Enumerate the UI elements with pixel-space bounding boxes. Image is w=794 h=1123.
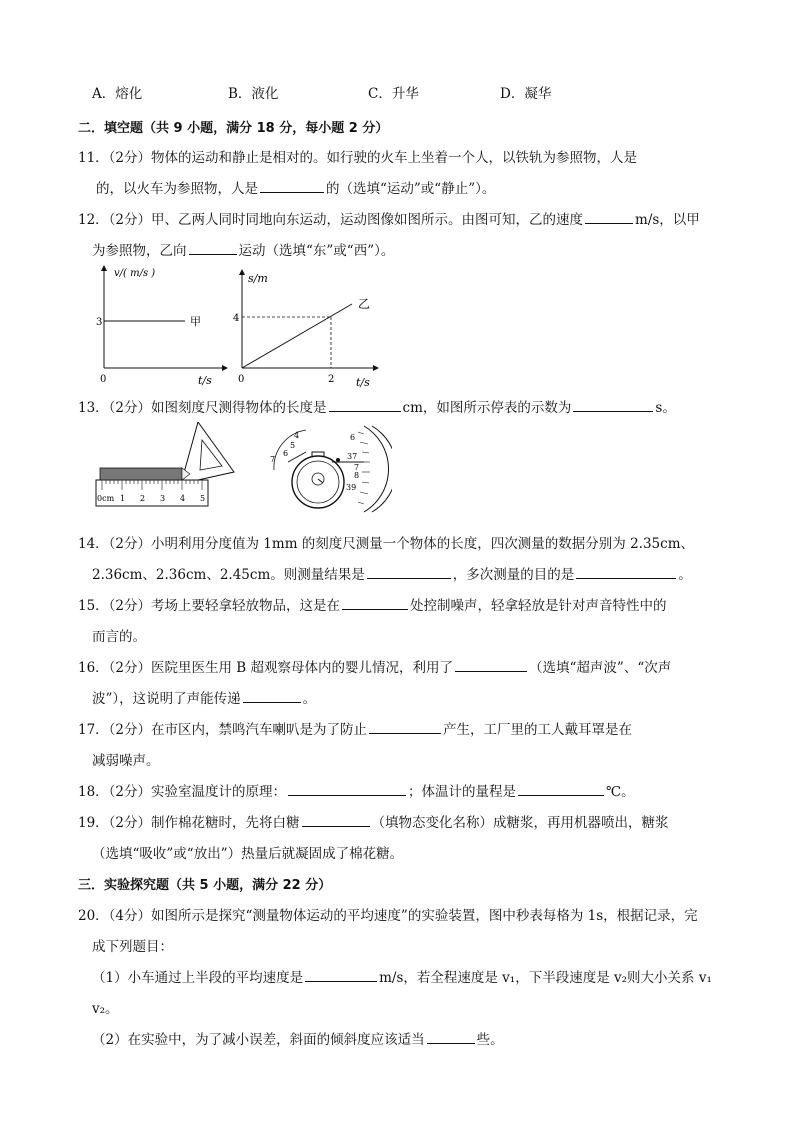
question-17-line2: 减弱噪声。 (92, 753, 160, 769)
question-11-line1: 11．（2分）物体的运动和静止是相对的。如行驶的火车上坐着一个人，以铁轨为参照物，人是 (78, 150, 638, 166)
graph2-xlabel: t/s (356, 376, 370, 389)
question-12-line2 (92, 239, 394, 259)
q12-text-b: 为参照物，乙向 (92, 243, 187, 259)
set-square-triangle (182, 422, 234, 480)
q15-text-a: 15．（2分）考场上要轻拿轻放物品，这是在 (78, 598, 341, 614)
q18-text-b: ；体温计的量程是 (408, 784, 517, 800)
question-15-line1 (78, 594, 667, 614)
graph1-xlabel: t/s (198, 374, 212, 387)
question-17-line1 (78, 718, 632, 738)
big-dial-arc-outer (372, 426, 392, 512)
graph1-origin: 0 (100, 374, 107, 385)
graph2-series-line (242, 304, 352, 368)
q18-text-a: 18．（2分）实验室温度计的原理： (78, 784, 287, 800)
question-20-line2: 成下列题目： (92, 939, 173, 955)
q20-p2-text-a: （2）在实验中，为了减小误差，斜面的倾斜度应该适当 (92, 1032, 425, 1048)
q16-text-a: 16．（2分）医院里医生用 B 超观察母体内的婴儿情况，利用了 (78, 660, 454, 676)
q20-blank-2[interactable] (427, 1029, 475, 1044)
q19-text-b: （填物态变化名称）成糖浆，再用机器喷出，糖浆 (371, 815, 669, 831)
ruler-and-stopwatch-figure (92, 422, 392, 517)
q12-text-a2: m/s，以甲 (635, 212, 700, 228)
ruler-label-5: 5 (200, 494, 206, 503)
ruler-label-0: 0cm (97, 494, 115, 503)
q18-blank-2[interactable] (518, 781, 604, 796)
q11-text-c: 的（选填“运动”或“静止”）。 (326, 181, 496, 197)
q20-p2-text-b: 些。 (476, 1032, 504, 1048)
small-dial-5: 5 (290, 441, 296, 450)
option-d: D．凝华 (500, 86, 552, 102)
q19-blank-1[interactable] (302, 812, 370, 827)
q20-blank-1[interactable] (305, 967, 377, 982)
graph1-series-label: 甲 (190, 315, 201, 328)
q14-text-c: ，多次测量的目的是 (452, 567, 575, 583)
big-dial-7: 7 (354, 463, 360, 472)
q17-text-a: 17．（2分）在市区内，禁鸣汽车喇叭是为了防止 (78, 722, 368, 738)
q16-blank-2[interactable] (243, 688, 301, 703)
option-b: B．液化 (228, 86, 279, 102)
big-dial-ticks (358, 432, 370, 504)
ruler-label-1: 1 (120, 494, 126, 503)
small-dial-7: 7 (270, 455, 276, 464)
measured-object (100, 468, 182, 480)
q15-text-b: 处控制噪声，轻拿轻放是针对声音特性中的 (410, 598, 667, 614)
big-dial-8: 8 (354, 471, 360, 480)
stopwatch-body (292, 456, 344, 508)
q17-text-b: 产生，工厂里的工人戴耳罩是在 (443, 722, 633, 738)
q17-blank-1[interactable] (369, 719, 441, 734)
big-dial-37: 37 (347, 452, 358, 461)
q18-text-c: ℃。 (606, 784, 635, 800)
q16-text-d: 。 (302, 691, 317, 707)
q13-text-a: 13．（2分）如图刻度尺测得物体的长度是 (78, 400, 327, 416)
question-19-line1 (78, 811, 669, 831)
q13-text-b: cm，如图所示停表的示数为 (402, 400, 572, 416)
q20-p1-text-a: （1）小车通过上半段的平均速度是 (92, 970, 304, 986)
graph2-series-label: 乙 (358, 297, 371, 311)
q12-text-c: 运动（选填“东”或“西”）。 (238, 243, 395, 259)
q14-text-b: 2.36cm、2.36cm、2.45cm。则测量结果是 (92, 567, 365, 583)
q13-text-c: s。 (655, 400, 676, 416)
question-13 (78, 396, 676, 416)
q16-text-b: （选填“超声波”、“次声 (529, 660, 672, 676)
big-dial-arc (364, 426, 388, 512)
small-dial-6: 6 (283, 449, 289, 458)
graph2-ylabel: s/m (248, 272, 268, 285)
graph1-y-tick: 3 (96, 317, 103, 328)
option-c: C．升华 (368, 86, 419, 102)
question-20-line1: 20．（4分）如图所示是探究“测量物体运动的平均速度”的实验装置，图中秒表每格为 1s，根据记录，完 (78, 908, 698, 924)
question-15-line2: 而言的。 (92, 629, 146, 645)
section-heading-experiment: 三．实验探究题（共 5 小题，满分 22 分） (78, 878, 332, 893)
graph1-ylabel: v/( m/s ) (114, 268, 156, 279)
q16-blank-1[interactable] (455, 657, 527, 672)
section-heading-fill-blank: 二．填空题（共 9 小题，满分 18 分，每小题 2 分） (78, 121, 389, 136)
question-19-line2: （选填“吸收”或“放出”）热量后就凝固成了棉花糖。 (92, 846, 404, 862)
question-20-part1 (92, 966, 712, 986)
stopwatch-button (336, 458, 340, 462)
big-dial-39: 39 (346, 483, 357, 492)
question-20-part1-cont: v₂。 (92, 1001, 119, 1017)
graph2-x-tick: 2 (328, 374, 335, 385)
option-a: A．熔化 (92, 86, 143, 102)
small-dial-labels (270, 431, 299, 464)
question-16-line2 (92, 687, 316, 707)
graph2-origin: 0 (238, 374, 245, 385)
q13-blank-1[interactable] (329, 397, 401, 412)
big-dial-6: 6 (350, 433, 356, 442)
q14-text-d: 。 (678, 567, 692, 583)
question-16-line1 (78, 656, 671, 676)
q12-text-a: 12．（2分）甲、乙两人同时同地向东运动，运动图像如图所示。由图可知，乙的速度 (78, 212, 584, 228)
q11-text-b: 的，以火车为参照物，人是 (96, 181, 258, 197)
q12-blank-2[interactable] (189, 240, 237, 255)
question-12-line1 (78, 208, 700, 228)
ruler-label-3: 3 (160, 494, 166, 503)
question-14-line2 (92, 563, 692, 583)
question-11-line2 (92, 177, 495, 197)
q15-blank-1[interactable] (342, 595, 408, 610)
q18-blank-1[interactable] (288, 781, 406, 796)
q14-blank-2[interactable] (576, 564, 676, 579)
question-20-part2 (92, 1028, 504, 1048)
q20-p1-text-b: m/s，若全程速度是 v₁，下半段速度是 v₂则大小关系 v₁ (379, 970, 712, 986)
motion-graphs (90, 262, 390, 392)
q12-blank-1[interactable] (585, 209, 633, 224)
q16-text-c: 波”），这说明了声能传递 (92, 691, 241, 707)
ruler-label-4: 4 (180, 494, 186, 503)
q11-blank-2[interactable] (260, 178, 324, 193)
ruler-label-2: 2 (140, 494, 146, 503)
question-18 (78, 780, 635, 800)
q19-text-a: 19．（2分）制作棉花糖时，先将白糖 (78, 815, 300, 831)
question-14-line1: 14．（2分）小明利用分度值为 1mm 的刻度尺测量一个物体的长度，四次测量的数据分别为 2.35cm、 (78, 536, 695, 552)
q14-blank-1[interactable] (367, 564, 451, 579)
graph2-y-tick: 4 (233, 313, 240, 324)
small-dial-4: 4 (294, 431, 300, 440)
q13-blank-2[interactable] (573, 397, 653, 412)
